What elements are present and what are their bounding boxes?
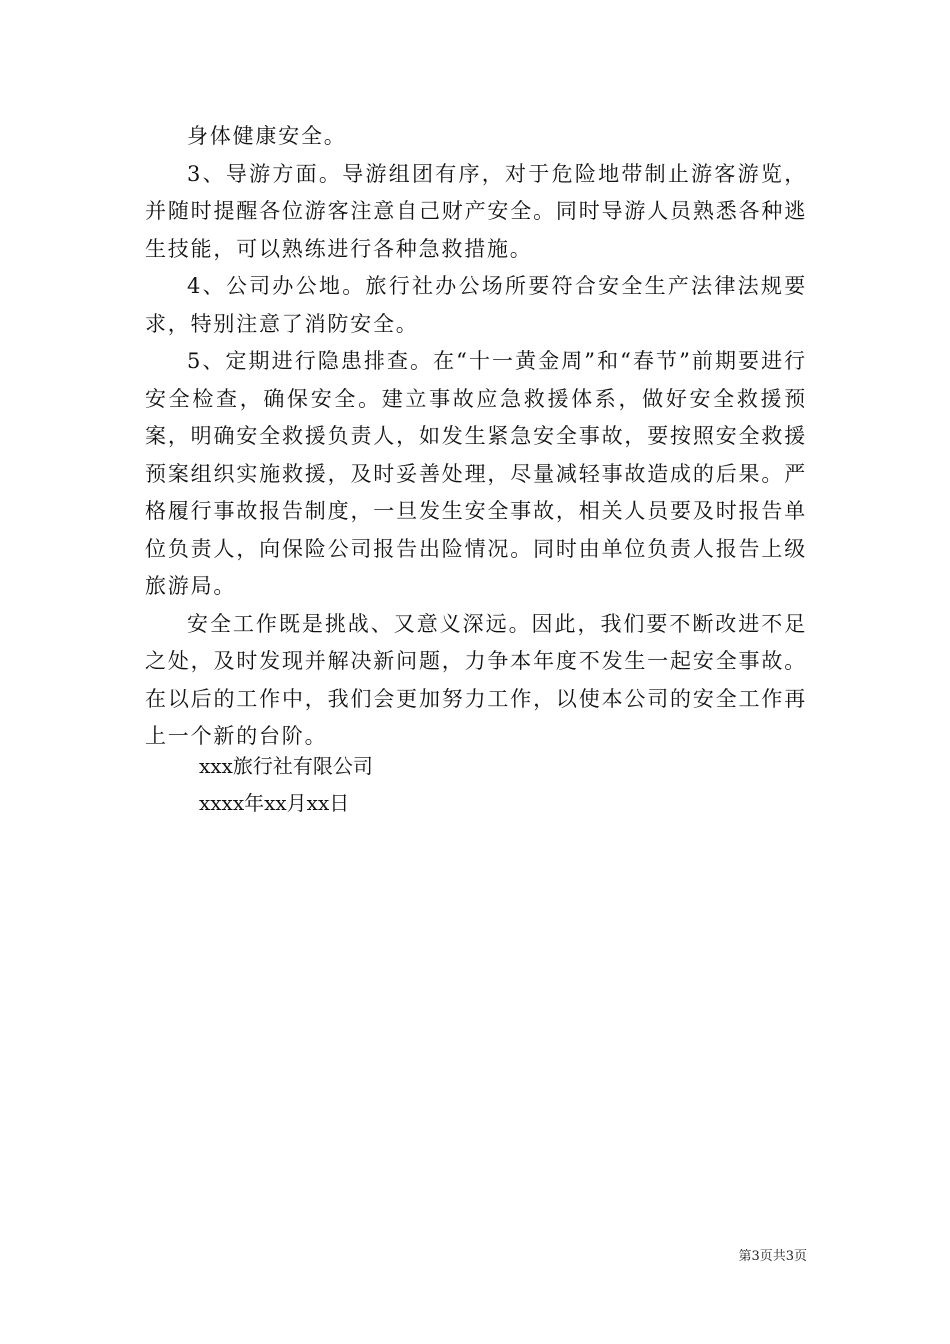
signature-date: xxxx年xx月xx日 (199, 791, 350, 815)
signature-block (199, 748, 373, 822)
page-number-footer: 第3页共3页 (738, 1249, 807, 1264)
signature-company: xxx旅行社有限公司 (199, 754, 373, 778)
paragraph-hazard-inspection: 5、定期进行隐患排查。在“十一黄金周”和“春节”前期要进行安全检查，确保安全。建立事故应急救援体系，做好安全救援预案，明确安全救援负责人，如发生紧急安全事故，要按照安全救援预案组织实施救援，及时妥善处理，尽量减轻事故造成的后果。严格履行事故报告制度，一旦发生安全事故，相关人员要及时报告单位负责人，向保险公司报告出险情况。同时由单位负责人报告上级旅游局。 (145, 349, 807, 598)
paragraph-tour-guide: 3、导游方面。导游组团有序，对于危险地带制止游客游览，并随时提醒各位游客注意自己财产安全。同时导游人员熟悉各种逃生技能，可以熟练进行各种急救措施。 (145, 161, 807, 261)
paragraph-conclusion: 安全工作既是挑战、又意义深远。因此，我们要不断改进不足之处，及时发现并解决新问题，力争本年度不发生一起安全事故。在以后的工作中，我们会更加努力工作，以使本公司的安全工作再上一个新的台阶。 (145, 611, 807, 748)
paragraph-health-safety: 身体健康安全。 (187, 124, 347, 148)
document-body (145, 118, 807, 756)
paragraph-office: 4、公司办公地。旅行社办公场所要符合安全生产法律法规要求，特别注意了消防安全。 (145, 274, 807, 336)
